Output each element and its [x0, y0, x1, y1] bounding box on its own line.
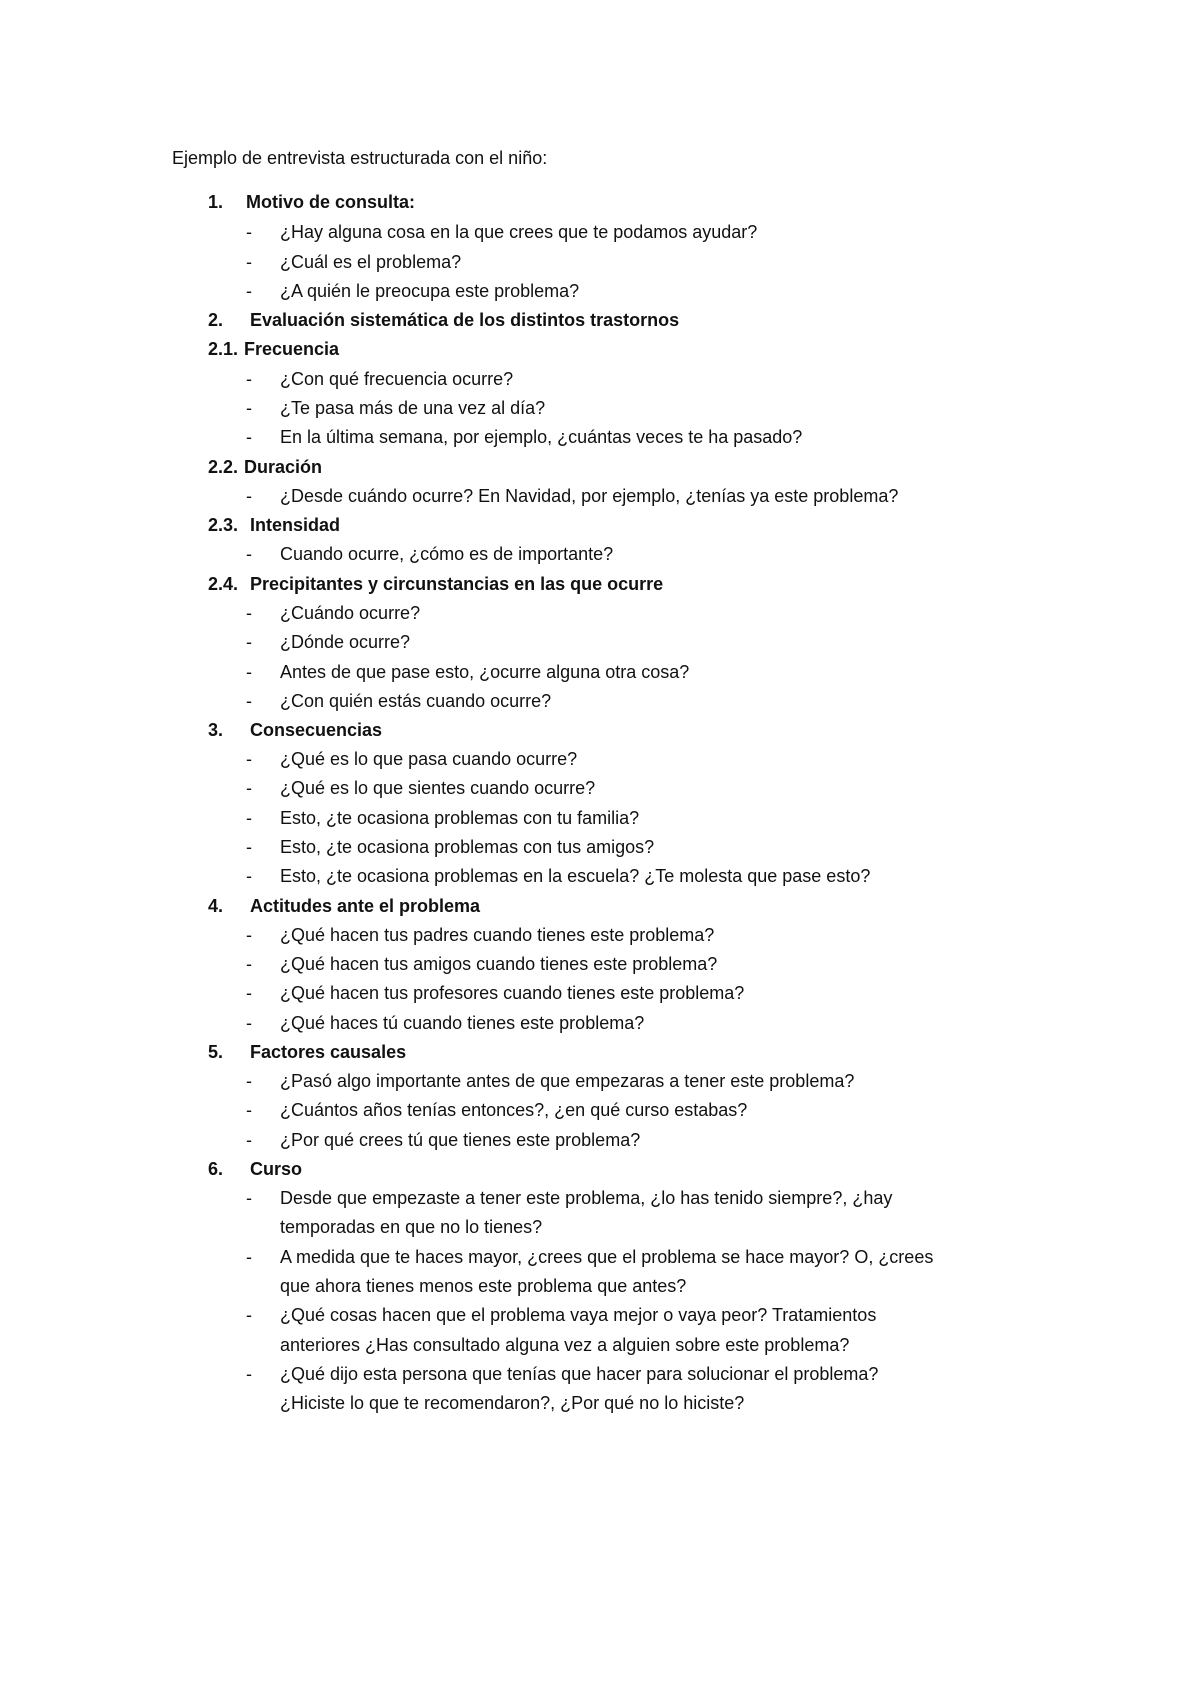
page-title: Ejemplo de entrevista estructurada con el niño:	[172, 148, 548, 168]
list-item-continuation: ¿Hiciste lo que te recomendaron?, ¿Por qué no lo hiciste?	[280, 1393, 745, 1413]
list-item-continuation: anteriores ¿Has consultado alguna vez a alguien sobre este problema?	[280, 1335, 850, 1355]
list-item-continuation: temporadas en que no lo tienes?	[280, 1217, 543, 1237]
list-item-continuation: que ahora tienes menos este problema que antes?	[280, 1276, 687, 1296]
document-page: Ejemplo de entrevista estructurada con el niño: 1. Motivo de consulta: - ¿Hay alguna cosa en la que crees que te podamos ayudar? - ¿Cuál es el problema? - ¿A quién le preocupa este problema? 2. Evaluación sistemática de los distintos trastornos 2.1. Frecuencia - ¿Con qué frecuencia ocurre? - ¿Te pasa más de una vez al día? - En la última semana, por ejemplo, ¿cuántas veces te ha pasado? 2.2. Duración - ¿Desde cuándo ocurre? En Navidad, por ejemplo, ¿tenías ya este problema? 2.3. Intensidad - Cuando ocurre, ¿cómo es de importante? 2.4. Precipitantes y circunstancias en las que ocurre - ¿Cuándo ocurre? - ¿Dónde ocurre? - Antes de que pase esto, ¿ocurre alguna otra cosa? - ¿Con quién estás cuando ocurre? 3. Consecuencias - ¿Qué es lo que pasa cuando ocurre? - ¿Qué es lo que sientes cuando ocurre? - Esto, ¿te ocasiona problemas con tu familia? - Esto, ¿te ocasiona problemas con tus amigos? - Esto, ¿te ocasiona problemas en la escuela? ¿Te molesta que pase esto? 4. Actitudes ante el problema - ¿Qué hacen tus padres cuando tienes este problema? - ¿Qué hacen tus amigos cuando tienes este problema? - ¿Qué hacen tus profesores cuando tienes este problema? - ¿Qué haces tú cuando tienes este problema? 5. Factores causales - ¿Pasó algo importante antes de que empezaras a tener este problema? - ¿Cuántos años tenías entonces?, ¿en qué curso estabas? - ¿Por qué crees tú que tienes este problema? 6. Curso - Desde que empezaste a tener este problema, ¿lo has tenido siempre?, ¿hay temporadas en que no lo tienes? - A medida que te haces mayor, ¿crees que el problema se hace mayor? O, ¿crees que ahora tienes menos este problema que antes? - ¿Qué cosas hacen que el problema vaya mejor o vaya peor? Tratamientos anteriores ¿Has consultado alguna vez a alguien sobre este problema? - ¿Qué dijo esta persona que tenías que hacer para solucionar el problema? ¿Hiciste lo que te recomendaron?, ¿Por qué no lo hiciste?	[172, 148, 934, 1413]
